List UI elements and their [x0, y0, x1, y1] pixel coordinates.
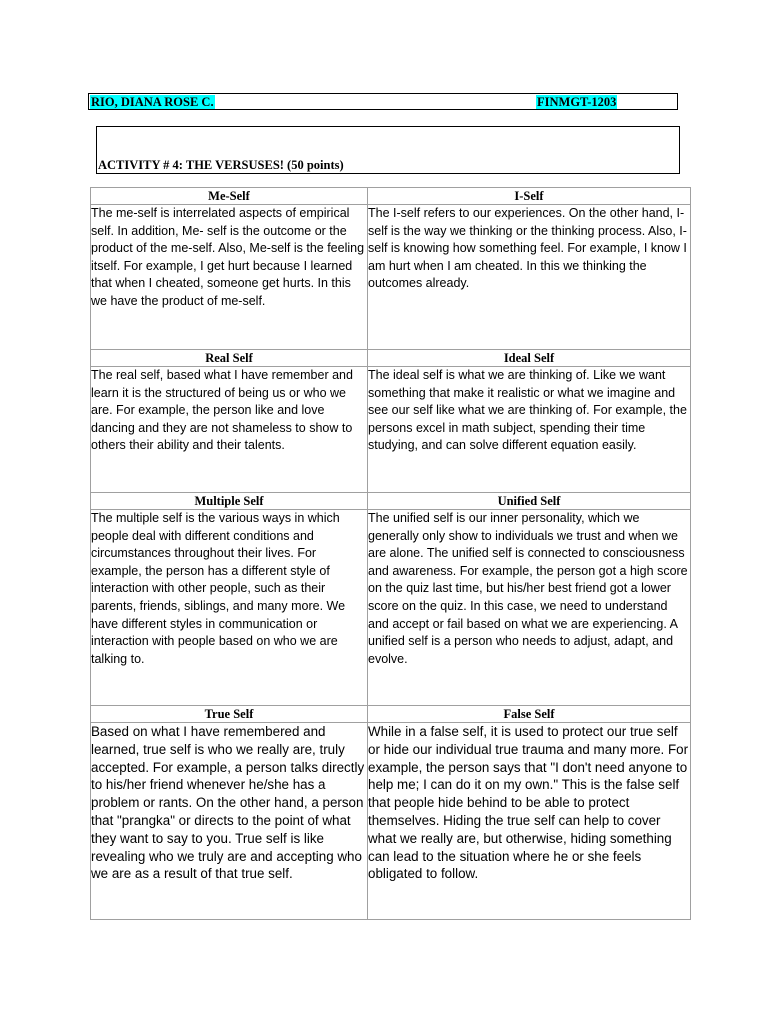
true-self-text: Based on what I have remembered and learned, true self is who we really are, truly accepted. For example, a person talks directly to his/her friend whenever he/she has a problem or rants. On the other hand, a person that "prangka" or directs to the point of what they want to say to you. True self is like revealing who we truly are and accepting who we are as a result of that true self.: [91, 723, 368, 920]
ideal-self-text: The ideal self is what we are thinking of. Like we want something that make it realistic or what we imagine and see our self like what we are thinking of. For example, the persons excel in math subject, spending their time studying, and can solve different equation easily.: [368, 367, 691, 493]
versus-table: [90, 187, 691, 920]
i-self-heading: I-Self: [368, 188, 691, 205]
table-row: [91, 723, 691, 920]
student-header: [88, 93, 678, 110]
activity-title: ACTIVITY # 4: THE VERSUSES! (50 points): [98, 158, 344, 172]
table-row: [91, 510, 691, 706]
real-self-heading: Real Self: [91, 350, 368, 367]
multiple-self-heading: Multiple Self: [91, 493, 368, 510]
real-self-text: The real self, based what I have remember and learn it is the structured of being us or who we are. For example, the person like and love dancing and they are not shameless to show to others their ability and their talents.: [91, 367, 368, 493]
unified-self-heading: Unified Self: [368, 493, 691, 510]
student-name: RIO, DIANA ROSE C.: [91, 95, 214, 109]
table-row: [91, 367, 691, 493]
i-self-text: The I-self refers to our experiences. On the other hand, I- self is the way we thinking or the thinking process. Also, I-self is knowing how something feel. For example, I know I am hurt when I am cheated. In this we thinking the outcomes already.: [368, 205, 691, 350]
activity-box: [96, 126, 680, 174]
course-code: FINMGT-1203: [537, 95, 617, 109]
table-heading-row: [91, 706, 691, 723]
false-self-heading: False Self: [368, 706, 691, 723]
multiple-self-text: The multiple self is the various ways in which people deal with different conditions and circumstances throughout their lives. For example, the person has a different style of interaction with other people, such as their parents, friends, siblings, and many more. We have different styles in communication or interaction with people based on who we are talking to.: [91, 510, 368, 706]
table-row: [91, 205, 691, 350]
false-self-text: While in a false self, it is used to protect our true self or hide our individual true trauma and many more. For example, the person says that "I don't need anyone to help me; I can do it on my own." This is the false self that people hide behind to be able to protect themselves. Hiding the true self can help to cover what we really are, but otherwise, hiding something can lead to the situation where he or she feels obligated to follow.: [368, 723, 691, 920]
table-heading-row: [91, 493, 691, 510]
me-self-text: The me-self is interrelated aspects of empirical self. In addition, Me- self is the outcome or the product of the me-self. Also, Me-self is the feeling itself. For example, I get hurt because I learned that when I cheated, someone get hurts. In this we have the product of me-self.: [91, 205, 368, 350]
me-self-heading: Me-Self: [91, 188, 368, 205]
true-self-heading: True Self: [91, 706, 368, 723]
table-heading-row: [91, 188, 691, 205]
ideal-self-heading: Ideal Self: [368, 350, 691, 367]
table-heading-row: [91, 350, 691, 367]
unified-self-text: The unified self is our inner personality, which we generally only show to individuals we trust and when we are alone. The unified self is connected to consciousness and awareness. For example, the person got a high score on the quiz last time, but his/her best friend got a lower score on the quiz. In this case, we need to understand and accept or fail based on what we are experiencing. A unified self is a person who needs to adjust, adapt, and evolve.: [368, 510, 691, 706]
